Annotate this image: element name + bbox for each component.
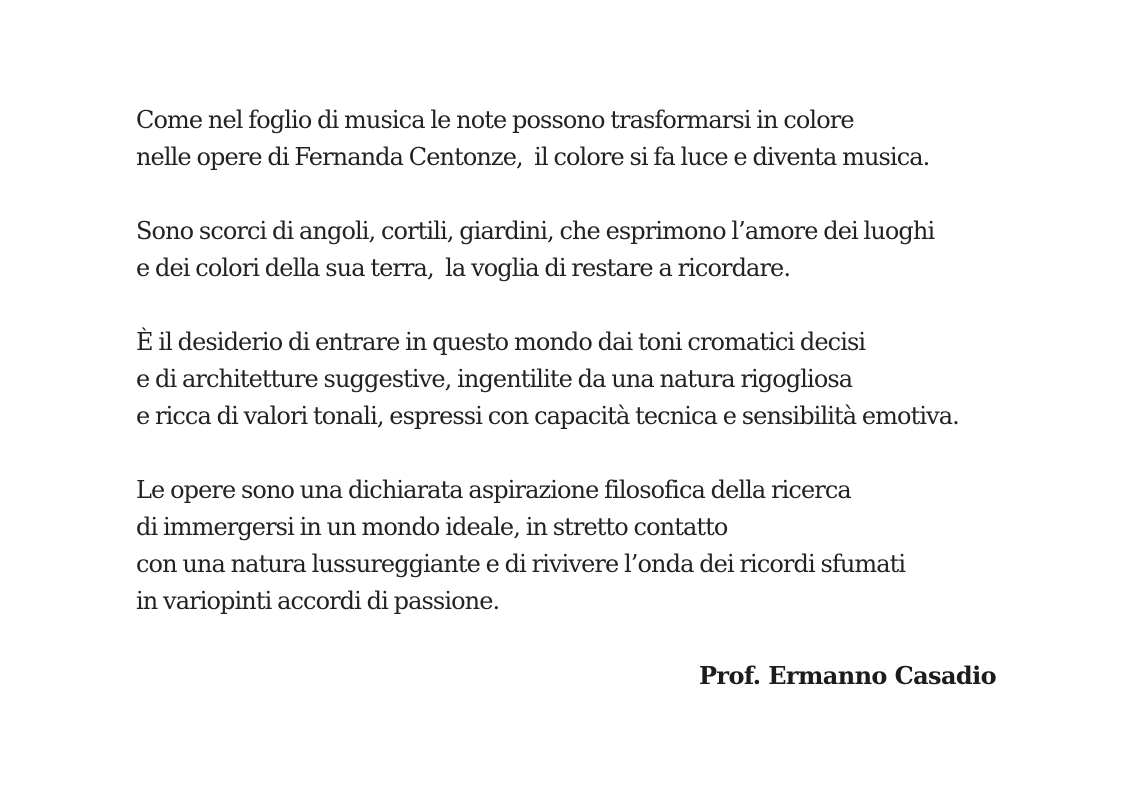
text-line: nelle opere di Fernanda Centonze, il colore si fa luce e diventa musica. (136, 143, 930, 171)
text-line: con una natura lussureggiante e di rivivere l’onda dei ricordi sfumati (136, 550, 906, 578)
author-signature: Prof. Ermanno Casadio (698, 661, 996, 690)
text-line: Come nel foglio di musica le note possono trasformarsi in colore (136, 106, 854, 134)
paragraph-4 (136, 472, 1006, 620)
text-line: di immergersi in un mondo ideale, in stretto contatto (136, 513, 728, 541)
text-line: Sono scorci di angoli, cortili, giardini, che esprimono l’amore dei luoghi (136, 217, 935, 245)
paragraph-2 (136, 213, 1006, 287)
document-body (136, 102, 1006, 657)
text-line: e di architetture suggestive, ingentilite da una natura rigogliosa (136, 365, 853, 393)
text-line: Le opere sono una dichiarata aspirazione filosofica della ricerca (136, 476, 851, 504)
paragraph-1 (136, 102, 1006, 176)
paragraph-3 (136, 324, 1006, 435)
text-line: È il desiderio di entrare in questo mondo dai toni cromatici decisi (136, 328, 866, 356)
text-line: in variopinti accordi di passione. (136, 587, 500, 615)
text-line: e dei colori della sua terra, la voglia di restare a ricordare. (136, 254, 791, 282)
text-line: e ricca di valori tonali, espressi con capacità tecnica e sensibilità emotiva. (136, 402, 959, 430)
